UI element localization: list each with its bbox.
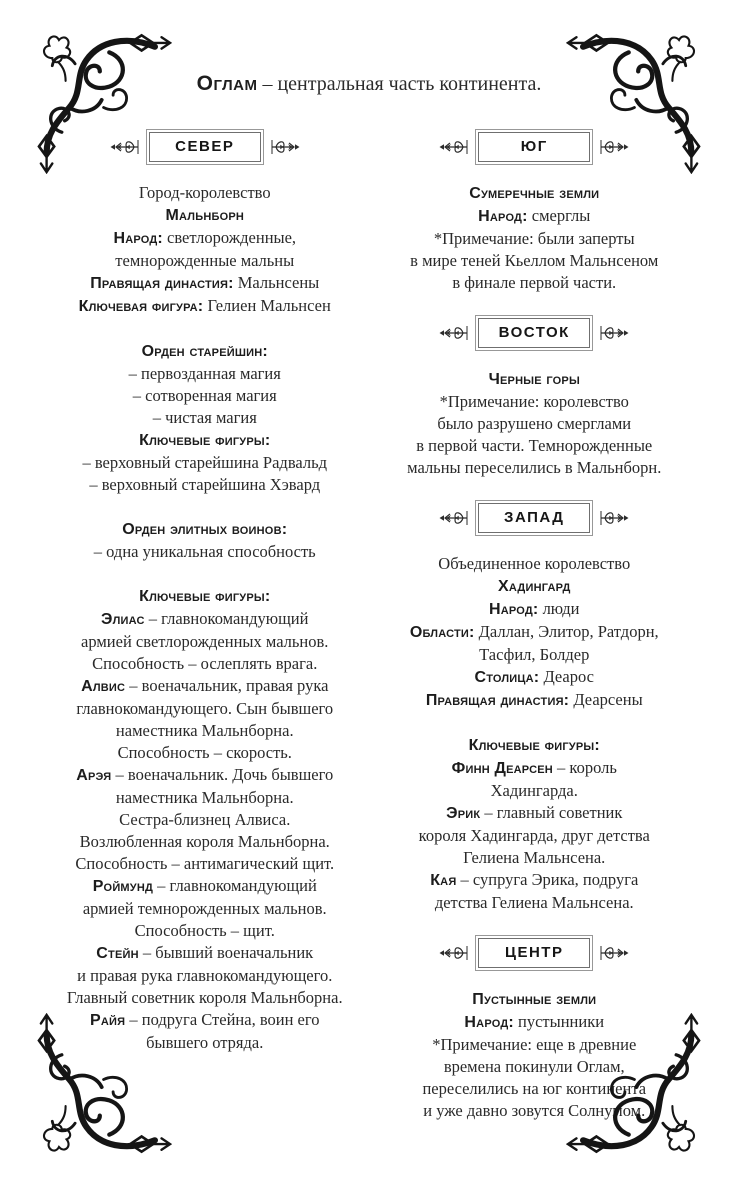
label-text: Ключевые фигуры: — [468, 737, 600, 754]
text-block — [40, 182, 370, 318]
text-line — [40, 809, 370, 831]
corner-flourish-bottom-right-icon — [566, 1013, 718, 1165]
label-text: Хадингард — [498, 578, 571, 595]
plain-text: – военачальник. Дочь бывшего — [111, 765, 334, 784]
plain-text: светлорожденные, — [162, 228, 297, 247]
text-line — [370, 205, 700, 228]
section-header-box — [149, 132, 261, 162]
plain-text: времена покинули Оглам, — [443, 1057, 625, 1076]
header-arrow-right-icon — [599, 508, 631, 528]
plain-text: мальны переселились в Мальнборн. — [407, 458, 662, 477]
plain-text: в финале первой части. — [452, 273, 617, 292]
text-line — [370, 802, 700, 825]
text-line — [40, 675, 370, 698]
text-line — [370, 825, 700, 847]
label-text: Эрик — [446, 805, 481, 822]
plain-text: армией светлорожденных мальнов. — [81, 632, 329, 651]
text-line — [40, 541, 370, 563]
plain-text: Сестра-близнец Алвиса. — [119, 810, 291, 829]
text-line — [370, 689, 700, 712]
section-header-label: ЦЕНТР — [505, 944, 564, 961]
label-text: Орден элитных воинов: — [122, 521, 288, 538]
text-line — [40, 363, 370, 385]
plain-text: Способность – антимагический щит. — [75, 854, 335, 873]
text-line — [40, 831, 370, 853]
plain-text: Хадингарда. — [490, 781, 578, 800]
text-line — [370, 272, 700, 294]
text-line — [40, 965, 370, 987]
plain-text: Тасфил, Болдер — [479, 645, 590, 664]
text-line — [40, 987, 370, 1009]
text-line — [370, 988, 700, 1011]
plain-text: Главный советник короля Мальнборна. — [66, 988, 343, 1007]
plain-text: – главнокомандующий — [153, 876, 317, 895]
column-right — [370, 132, 700, 1144]
text-line — [370, 368, 700, 391]
plain-text: Город-королевство — [138, 183, 271, 202]
plain-text: – чистая магия — [152, 408, 257, 427]
text-line — [370, 413, 700, 435]
text-block — [40, 340, 370, 496]
section-header-label: ЗАПАД — [504, 509, 565, 526]
plain-text: Гелиен Мальнсен — [203, 296, 331, 315]
text-line — [40, 585, 370, 608]
plain-text: наместника Мальнборна. — [115, 721, 294, 740]
text-line — [40, 698, 370, 720]
plain-text: темнорожденные мальны — [115, 251, 295, 270]
text-line — [40, 942, 370, 965]
plain-text: – бывший военачальник — [138, 943, 314, 962]
plain-text: короля Хадингарда, друг детства — [418, 826, 650, 845]
label-text: Народ: — [464, 1014, 514, 1031]
plain-text: Способность – щит. — [134, 921, 275, 940]
section-header-label: СЕВЕР — [175, 138, 235, 155]
label-text: Пустынные земли — [472, 991, 597, 1008]
text-line — [40, 853, 370, 875]
text-line — [370, 644, 700, 666]
header-arrow-right-icon — [599, 943, 631, 963]
plain-text: – верховный старейшина Хэвард — [89, 475, 321, 494]
plain-text: смерглы — [527, 206, 591, 225]
plain-text: Деарсены — [569, 690, 643, 709]
plain-text: – одна уникальная способность — [93, 542, 316, 561]
label-text: Алвис — [81, 678, 126, 695]
label-text: Ключевые фигуры: — [139, 432, 271, 449]
plain-text: было разрушено смерглами — [437, 414, 632, 433]
plain-text: – главнокомандующий — [144, 609, 309, 628]
header-arrow-left-icon — [437, 943, 469, 963]
text-line — [40, 720, 370, 742]
label-text: Райя — [90, 1012, 126, 1029]
plain-text: Возлюбленная короля Мальнборна. — [79, 832, 330, 851]
header-arrow-left-icon — [437, 137, 469, 157]
header-arrow-right-icon — [599, 137, 631, 157]
label-text: Правящая династия: — [425, 692, 570, 709]
plain-text: армией темнорожденных мальнов. — [82, 899, 327, 918]
plain-text: Способность – ослеплять врага. — [92, 654, 318, 673]
text-line — [40, 227, 370, 250]
plain-text: – супруга Эрика, подруга — [456, 870, 639, 889]
text-line — [40, 295, 370, 318]
label-text: Народ: — [478, 208, 528, 225]
text-block — [370, 553, 700, 712]
plain-text: – верховный старейшина Радвальд — [82, 453, 328, 472]
text-line — [40, 204, 370, 227]
plain-text: и правая рука главнокомандующего. — [77, 966, 333, 985]
plain-text: – военачальник, правая рука — [125, 676, 329, 695]
text-line — [40, 429, 370, 452]
plain-text: наместника Мальнборна. — [115, 788, 294, 807]
label-text: Народ: — [113, 230, 163, 247]
label-text: Мальнборн — [165, 207, 245, 224]
plain-text: переселились на юг континента — [422, 1079, 647, 1098]
plain-text: Деарос — [539, 667, 594, 686]
text-block — [40, 518, 370, 563]
text-line — [370, 780, 700, 802]
text-line — [40, 787, 370, 809]
plain-text: детства Гелиена Мальнсена. — [434, 893, 634, 912]
title-description: – центральная часть континента. — [257, 73, 542, 95]
title-region-name: Оглам — [196, 72, 258, 95]
text-line — [40, 898, 370, 920]
plain-text: Объединенное королевство — [438, 554, 631, 573]
label-text: Орден старейшин: — [141, 343, 268, 360]
section-header — [370, 503, 700, 533]
text-line — [40, 608, 370, 631]
label-text: Ключевая фигура: — [78, 298, 204, 315]
text-line — [370, 575, 700, 598]
corner-flourish-bottom-left-icon — [20, 1013, 172, 1165]
plain-text: бывшего отряда. — [146, 1033, 264, 1052]
label-text: Сумеречные земли — [469, 185, 600, 202]
label-text: Народ: — [488, 601, 539, 618]
text-line — [40, 250, 370, 272]
label-text: Стейн — [96, 945, 139, 962]
content-columns — [0, 132, 738, 1144]
plain-text: пустынники — [513, 1012, 605, 1031]
plain-text: *Примечание: были заперты — [433, 229, 635, 248]
label-text: Кая — [430, 872, 457, 889]
text-line — [40, 920, 370, 942]
text-block — [370, 182, 700, 294]
plain-text: Даллан, Элитор, Ратдорн, — [474, 622, 659, 641]
text-line — [40, 272, 370, 295]
text-line — [370, 666, 700, 689]
label-text: Элиас — [101, 611, 145, 628]
header-arrow-right-icon — [599, 323, 631, 343]
text-line — [370, 553, 700, 575]
text-line — [370, 757, 700, 780]
section-header-label: ЮГ — [520, 138, 548, 155]
text-line — [40, 182, 370, 204]
text-line — [40, 653, 370, 675]
text-line — [370, 391, 700, 413]
plain-text: *Примечание: еще в древние — [432, 1035, 637, 1054]
plain-text: – подруга Стейна, воин его — [125, 1010, 320, 1029]
text-line — [370, 892, 700, 914]
text-line — [370, 734, 700, 757]
label-text: Арэя — [76, 767, 112, 784]
text-line — [40, 518, 370, 541]
column-left — [40, 132, 370, 1144]
text-line — [40, 385, 370, 407]
text-line — [370, 435, 700, 457]
plain-text: Способность – скорость. — [117, 743, 292, 762]
header-arrow-right-icon — [270, 137, 302, 157]
text-line — [370, 621, 700, 644]
section-header-box — [478, 318, 590, 348]
plain-text: – король — [552, 758, 617, 777]
text-line — [40, 764, 370, 787]
text-block — [370, 368, 700, 479]
section-header — [370, 318, 700, 348]
plain-text: в мире теней Кьеллом Мальнсеном — [410, 251, 659, 270]
plain-text: – сотворенная магия — [132, 386, 277, 405]
text-line — [370, 598, 700, 621]
label-text: Ключевые фигуры: — [139, 588, 271, 605]
text-line — [370, 869, 700, 892]
header-arrow-left-icon — [437, 323, 469, 343]
section-header — [370, 938, 700, 968]
plain-text: Гелиена Мальнсена. — [463, 848, 606, 867]
section-header-box — [478, 132, 590, 162]
plain-text: *Примечание: королевство — [439, 392, 629, 411]
text-line — [40, 742, 370, 764]
header-arrow-left-icon — [437, 508, 469, 528]
plain-text: главнокомандующего. Сын бывшего — [76, 699, 334, 718]
text-line — [370, 228, 700, 250]
text-block — [40, 585, 370, 1054]
text-line — [40, 474, 370, 496]
label-text: Области: — [409, 624, 475, 641]
label-text: Финн Деарсен — [451, 760, 553, 777]
text-line — [370, 847, 700, 869]
text-line — [40, 340, 370, 363]
text-line — [40, 452, 370, 474]
label-text: Роймунд — [92, 878, 154, 895]
label-text: Столица: — [474, 669, 540, 686]
text-line — [370, 250, 700, 272]
plain-text: в первой части. Темнорожденные — [416, 436, 653, 455]
section-header-box — [478, 503, 590, 533]
text-line — [370, 182, 700, 205]
text-line — [40, 875, 370, 898]
text-block — [370, 734, 700, 914]
plain-text: – главный советник — [480, 803, 623, 822]
plain-text: люди — [538, 599, 580, 618]
text-line — [40, 631, 370, 653]
plain-text: и уже давно зовутся Солнумом. — [423, 1101, 646, 1120]
label-text: Черные горы — [488, 371, 580, 388]
section-header-box — [478, 938, 590, 968]
plain-text: – первозданная магия — [128, 364, 281, 383]
text-line — [40, 407, 370, 429]
plain-text: Мальнсены — [233, 273, 320, 292]
section-header-label: ВОСТОК — [498, 324, 570, 341]
text-line — [370, 457, 700, 479]
label-text: Правящая династия: — [90, 275, 234, 292]
